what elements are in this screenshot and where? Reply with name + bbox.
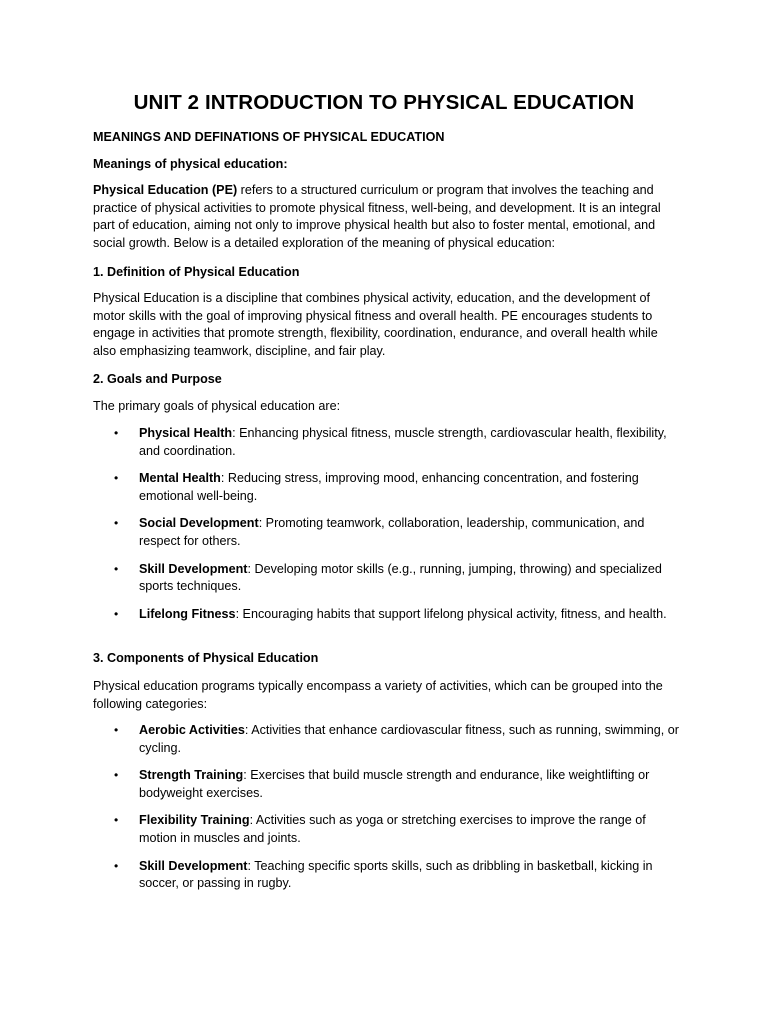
list-item-term: Lifelong Fitness: [139, 606, 236, 621]
list-item-text: : Reducing stress, improving mood, enhancing concentration, and fostering emotional well-being.: [139, 471, 639, 503]
meanings-heading: Meanings of physical education:: [93, 157, 288, 171]
components-list: [93, 722, 683, 903]
list-item-text: : Enhancing physical fitness, muscle strength, cardiovascular health, flexibility, and coordination.: [139, 426, 667, 458]
bullet-icon: •: [114, 426, 119, 440]
list-item-text: : Developing motor skills (e.g., running, jumping, throwing) and specialized sports techniques.: [139, 561, 662, 594]
list-item-term: Flexibility Training: [139, 813, 250, 828]
intro-text: refers to a structured curriculum or program that involves the teaching and practice of physical activities to promote physical fitness, well-being, and development. It is an integral part of education, aiming not only to improve physical health but also to foster mental, emotional, and social growth. Below is a detailed exploration of the meaning of physical education:: [93, 183, 661, 250]
list-item: [93, 767, 683, 802]
list-item-text: : Activities that enhance cardiovascular fitness, such as running, swimming, or cycling.: [139, 723, 679, 755]
bullet-icon: •: [114, 723, 119, 737]
list-item-term: Skill Development: [139, 561, 248, 576]
list-item-text: : Promoting teamwork, collaboration, leadership, communication, and respect for others.: [139, 516, 645, 548]
definition-paragraph: Physical Education is a discipline that combines physical activity, education, and the development of motor skills with the goal of improving physical fitness and overall health. PE encourages students to engage in activities that promote strength, flexibility, coordination, endurance, and overall health while also emphasizing teamwork, discipline, and fair play.: [93, 291, 658, 358]
list-item-term: Aerobic Activities: [139, 723, 245, 737]
list-item-term: Social Development: [139, 516, 259, 531]
list-item-text: : Teaching specific sports skills, such as dribbling in basketball, kicking in soccer, or passing in rugby.: [139, 858, 653, 891]
bullet-icon: •: [114, 858, 119, 873]
list-item-text: : Encouraging habits that support lifelong physical activity, fitness, and health.: [235, 606, 667, 621]
section-heading: MEANINGS AND DEFINATIONS OF PHYSICAL EDUCATION: [93, 130, 445, 144]
list-item: [93, 470, 683, 505]
list-item-term: Skill Development: [139, 858, 248, 873]
components-intro: Physical education programs typically encompass a variety of activities, which can be grouped into the following categories:: [93, 679, 663, 711]
intro-term: Physical Education (PE): [93, 183, 238, 197]
list-item: [93, 722, 683, 757]
list-item-term: Mental Health: [139, 471, 221, 486]
bullet-icon: •: [114, 471, 119, 486]
list-item-text: : Exercises that build muscle strength and endurance, like weightlifting or bodyweight exercises.: [139, 768, 650, 800]
list-item: [93, 858, 683, 893]
bullet-icon: •: [114, 606, 119, 621]
list-item: [93, 561, 683, 596]
bullet-icon: •: [114, 516, 119, 531]
list-item: [93, 515, 683, 550]
list-item: [93, 812, 683, 847]
definition-heading: 1. Definition of Physical Education: [93, 265, 300, 279]
goals-list: [93, 425, 683, 633]
goals-intro: The primary goals of physical education are:: [93, 399, 341, 413]
list-item: [93, 606, 683, 624]
list-item-term: Physical Health: [139, 426, 233, 440]
bullet-icon: •: [114, 813, 119, 828]
list-item-text: : Activities such as yoga or stretching exercises to improve the range of motion in muscles and joints.: [139, 813, 646, 845]
list-item-term: Strength Training: [139, 768, 244, 783]
bullet-icon: •: [114, 561, 119, 576]
components-heading: 3. Components of Physical Education: [93, 651, 319, 665]
goals-heading: 2. Goals and Purpose: [93, 372, 222, 386]
page-title: UNIT 2 INTRODUCTION TO PHYSICAL EDUCATION: [133, 91, 635, 114]
list-item: [93, 425, 683, 460]
intro-paragraph: [93, 182, 683, 252]
bullet-icon: •: [114, 768, 119, 783]
